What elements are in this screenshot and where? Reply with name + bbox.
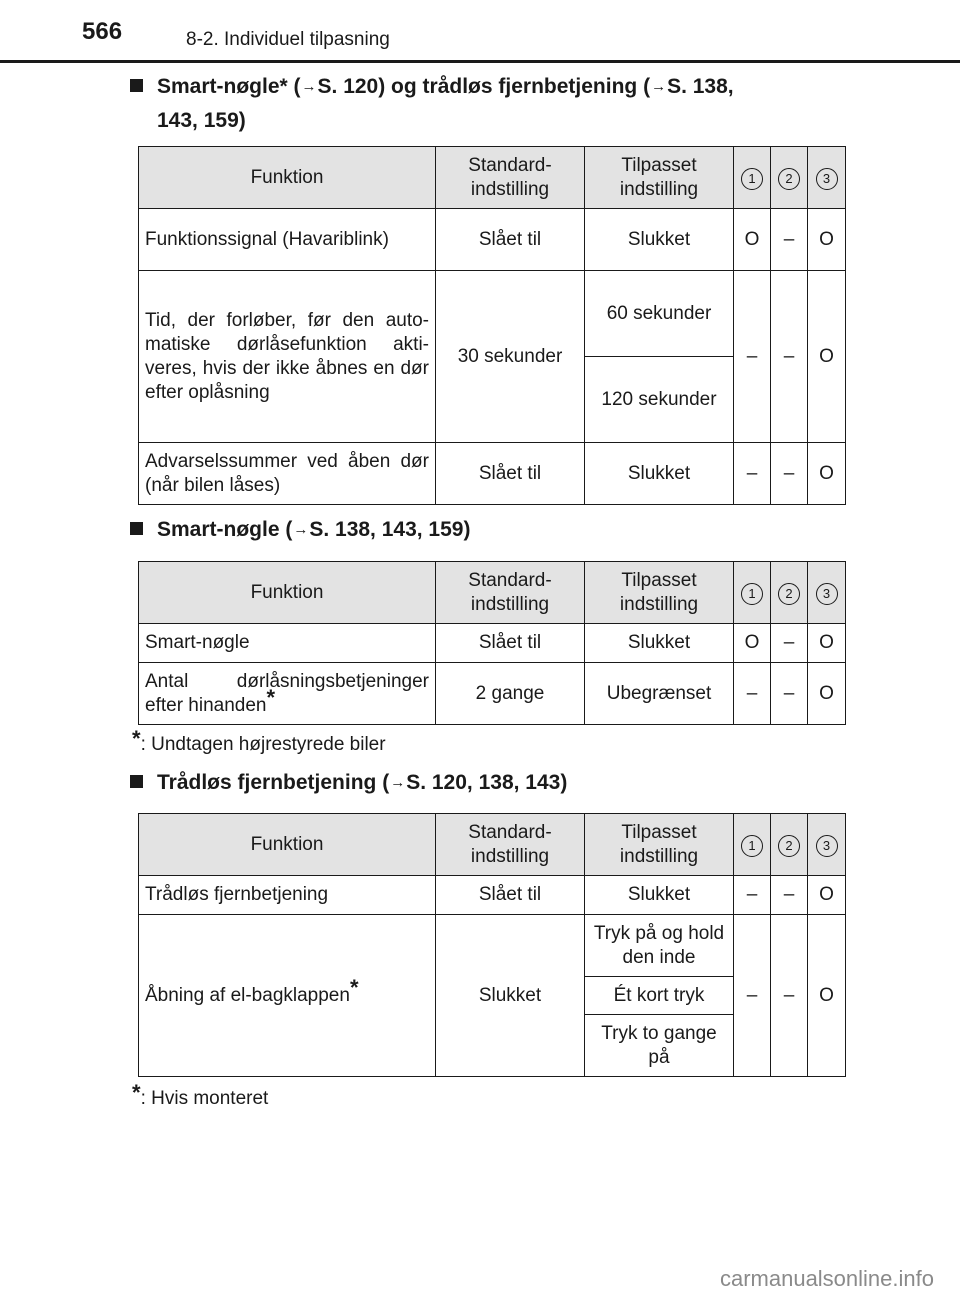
cell-mark-1: – xyxy=(734,876,771,915)
table-header-row xyxy=(139,562,846,624)
cell-mark-1: – xyxy=(734,443,771,505)
table-row xyxy=(139,209,846,271)
cell-function: Smart-nøgle xyxy=(139,624,436,663)
cell-mark-3: O xyxy=(808,876,846,915)
arrow-icon: → xyxy=(293,521,309,538)
cell-default: Slukket xyxy=(436,915,585,1077)
col-header-3 xyxy=(808,147,846,209)
cell-default: Slået til xyxy=(436,443,585,505)
cell-mark-2: – xyxy=(771,624,808,663)
footnote-marker: * xyxy=(349,974,359,1000)
cell-mark-3: O xyxy=(808,915,846,1077)
col-header-2 xyxy=(771,814,808,876)
cell-mark-2: – xyxy=(771,663,808,725)
cell-function: Funktionssignal (Havariblink) xyxy=(139,209,436,271)
cell-mark-2: – xyxy=(771,915,808,1077)
cell-function: Tid, der forløber, før den auto-matiske dørlåsefunktion akti-veres, hvis der ikke åbnes en dør efter oplåsning xyxy=(139,271,436,443)
cell-mark-3: O xyxy=(808,271,846,443)
col-header-custom: Tilpasset indstilling xyxy=(585,147,734,209)
section-heading-smart-key-remote: Smart-nøgle* (→S. 120) og trådløs fjernbetjening (→S. 138, 143, 159) xyxy=(130,70,842,138)
col-header-2 xyxy=(771,562,808,624)
circled-number-icon: 2 xyxy=(778,168,800,190)
arrow-icon: → xyxy=(390,774,406,791)
circled-number-icon: 1 xyxy=(741,583,763,605)
section-heading-remote: Trådløs fjernbetjening (→S. 120, 138, 143) xyxy=(130,766,567,800)
col-header-function: Funktion xyxy=(139,814,436,876)
cell-custom: Slukket xyxy=(585,876,734,915)
section-heading-smart-key: Smart-nøgle (→S. 138, 143, 159) xyxy=(130,513,470,547)
footnote: *: Undtagen højrestyrede biler xyxy=(132,726,386,755)
page-reference[interactable]: S. 138, 143, 159) xyxy=(309,518,471,541)
cell-mark-3: O xyxy=(808,624,846,663)
cell-default: Slået til xyxy=(436,876,585,915)
circled-number-icon: 2 xyxy=(778,583,800,605)
cell-mark-3: O xyxy=(808,443,846,505)
cell-default: Slået til xyxy=(436,624,585,663)
arrow-icon: → xyxy=(651,78,667,95)
cell-default: 2 gange xyxy=(436,663,585,725)
table-row xyxy=(139,915,846,977)
circled-number-icon: 1 xyxy=(741,168,763,190)
watermark: carmanualsonline.info xyxy=(719,1266,934,1291)
col-header-custom: Tilpasset indstilling xyxy=(585,562,734,624)
table-row xyxy=(139,624,846,663)
circled-number-icon: 1 xyxy=(741,835,763,857)
cell-mark-1: – xyxy=(734,271,771,443)
cell-custom: Slukket xyxy=(585,624,734,663)
settings-table-smart-key xyxy=(138,561,846,725)
col-header-1 xyxy=(734,147,771,209)
cell-default: 30 sekunder xyxy=(436,271,585,443)
square-bullet-icon xyxy=(130,79,143,92)
col-header-custom: Tilpasset indstilling xyxy=(585,814,734,876)
settings-table-remote xyxy=(138,813,846,1077)
cell-custom: Slukket xyxy=(585,209,734,271)
table-row xyxy=(139,663,846,725)
circled-number-icon: 3 xyxy=(816,583,838,605)
page-reference[interactable]: S. 120, 138, 143) xyxy=(406,771,568,794)
cell-mark-1: O xyxy=(734,624,771,663)
cell-custom-option: Ét kort tryk xyxy=(585,977,734,1015)
footnote-marker: * xyxy=(266,684,276,710)
cell-mark-2: – xyxy=(771,443,808,505)
col-header-default: Standard- indstilling xyxy=(436,814,585,876)
cell-custom: Ubegrænset xyxy=(585,663,734,725)
arrow-icon: → xyxy=(301,78,317,95)
settings-table-smart-key-remote xyxy=(138,146,846,505)
col-header-function: Funktion xyxy=(139,147,436,209)
col-header-function: Funktion xyxy=(139,562,436,624)
table-header-row xyxy=(139,814,846,876)
cell-custom-option: Tryk to gange på xyxy=(585,1015,734,1077)
col-header-3 xyxy=(808,562,846,624)
table-row xyxy=(139,876,846,915)
page-number: 566 xyxy=(82,18,123,45)
circled-number-icon: 2 xyxy=(778,835,800,857)
header-rule xyxy=(0,60,960,63)
page-reference[interactable]: S. 120) og trådløs fjernbetjening ( xyxy=(317,75,651,98)
cell-custom-option: 120 sekunder xyxy=(585,357,734,443)
cell-mark-2: – xyxy=(771,271,808,443)
cell-mark-1: – xyxy=(734,663,771,725)
cell-mark-1: O xyxy=(734,209,771,271)
circled-number-icon: 3 xyxy=(816,835,838,857)
cell-mark-3: O xyxy=(808,209,846,271)
circled-number-icon: 3 xyxy=(816,168,838,190)
col-header-default: Standard- indstilling xyxy=(436,147,585,209)
cell-function: Antal dørlåsningsbetjeninger efter hinanden* xyxy=(139,663,436,725)
cell-custom-option: Tryk på og hold den inde xyxy=(585,915,734,977)
col-header-1 xyxy=(734,814,771,876)
table-row xyxy=(139,271,846,357)
footnote-marker: * xyxy=(132,726,141,751)
col-header-3 xyxy=(808,814,846,876)
cell-mark-2: – xyxy=(771,209,808,271)
chapter-title: 8-2. Individuel tilpasning xyxy=(186,29,390,50)
square-bullet-icon xyxy=(130,522,143,535)
col-header-default: Standard- indstilling xyxy=(436,562,585,624)
cell-function: Advarselssummer ved åben dør (når bilen låses) xyxy=(139,443,436,505)
col-header-2 xyxy=(771,147,808,209)
cell-mark-3: O xyxy=(808,663,846,725)
cell-mark-1: – xyxy=(734,915,771,1077)
cell-custom-option: 60 sekunder xyxy=(585,271,734,357)
cell-function: Trådløs fjernbetjening xyxy=(139,876,436,915)
cell-default: Slået til xyxy=(436,209,585,271)
footnote: *: Hvis monteret xyxy=(132,1080,269,1109)
table-row xyxy=(139,443,846,505)
page-reference[interactable]: 143, 159) xyxy=(157,109,246,132)
cell-mark-2: – xyxy=(771,876,808,915)
cell-function: Åbning af el-bagklappen* xyxy=(139,915,436,1077)
cell-custom: Slukket xyxy=(585,443,734,505)
col-header-1 xyxy=(734,562,771,624)
page-reference[interactable]: S. 138, xyxy=(667,75,734,98)
footnote-marker: * xyxy=(132,1080,141,1105)
table-header-row xyxy=(139,147,846,209)
square-bullet-icon xyxy=(130,775,143,788)
